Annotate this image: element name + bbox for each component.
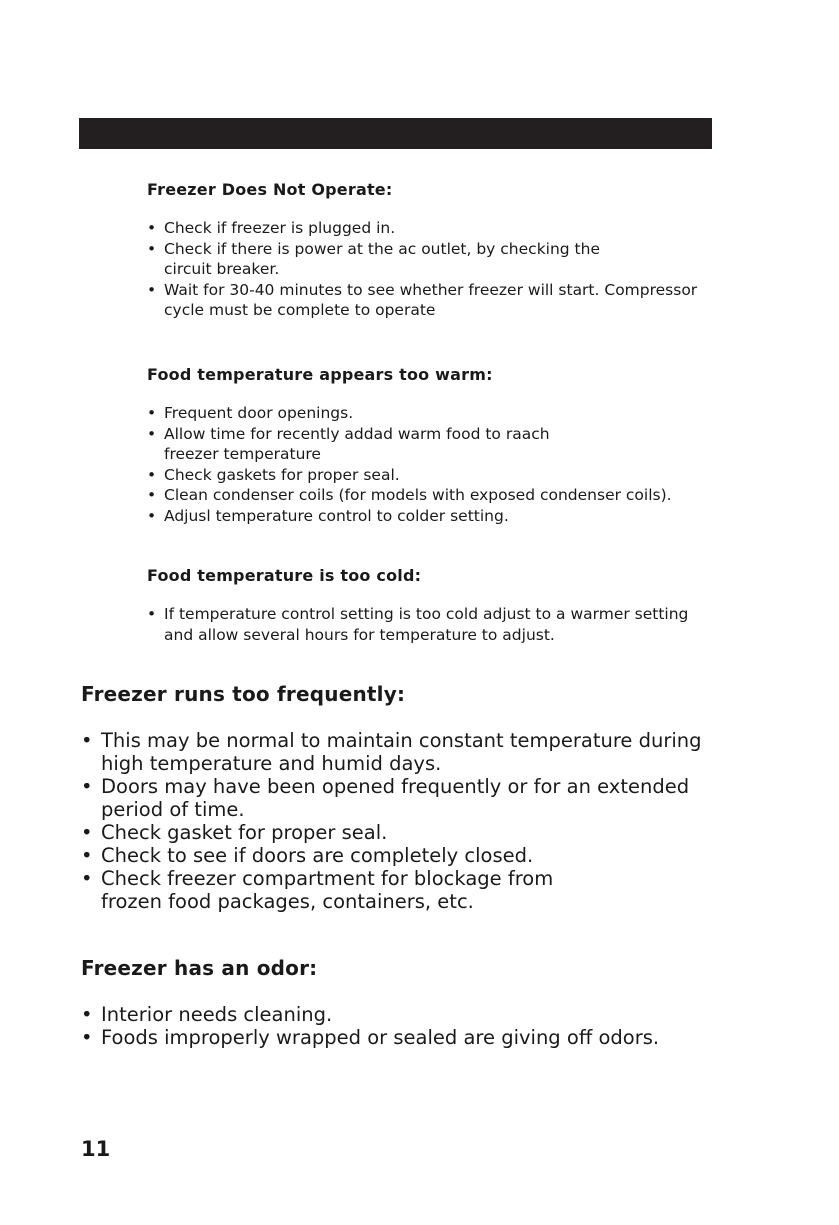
- list-item: [81, 844, 702, 867]
- list-item-line: Frequent door openings.: [164, 404, 354, 422]
- list-item-line: Check if freezer is plugged in.: [164, 219, 396, 237]
- list-item-line: Clean condenser coils (for models with exposed condenser coils).: [164, 486, 672, 504]
- list-item-line: Check gasket for proper seal.: [101, 821, 388, 844]
- bullet-list: [147, 403, 672, 526]
- bullet-icon: •: [147, 605, 157, 623]
- list-item-line: Interior needs cleaning.: [101, 1003, 333, 1026]
- list-item-line: frozen food packages, containers, etc.: [101, 890, 474, 913]
- bullet-icon: •: [147, 219, 157, 237]
- list-item-line: Check freezer compartment for blockage from: [101, 867, 554, 890]
- section-food-temperature-too-warm: [147, 365, 672, 526]
- bullet-icon: •: [147, 424, 157, 443]
- list-item: [81, 729, 702, 775]
- list-item: [147, 465, 672, 486]
- list-item: [81, 821, 702, 844]
- list-item: [81, 775, 702, 821]
- section-heading: Food temperature is too cold:: [147, 566, 422, 585]
- bullet-icon: •: [147, 239, 157, 258]
- list-item: [147, 280, 697, 321]
- section-freezer-has-odor: [81, 956, 659, 1049]
- list-item-line: This may be normal to maintain constant temperature during: [101, 729, 702, 752]
- list-item: [147, 604, 688, 645]
- bullet-icon: •: [147, 486, 157, 504]
- bullet-icon: •: [81, 729, 93, 752]
- bullet-icon: •: [147, 280, 157, 299]
- list-item: [147, 403, 672, 424]
- header-bar: [79, 118, 712, 149]
- list-item-line: Adjusl temperature control to colder setting.: [164, 506, 509, 525]
- bullet-icon: •: [147, 404, 157, 422]
- list-item-line: Foods improperly wrapped or sealed are giving off odors.: [101, 1026, 660, 1049]
- list-item-line: period of time.: [101, 798, 245, 821]
- list-item-line: cycle must be complete to operate: [164, 301, 436, 319]
- bullet-icon: •: [81, 775, 93, 798]
- list-item-line: Check gaskets for proper seal.: [164, 465, 400, 484]
- bullet-icon: •: [81, 844, 93, 867]
- bullet-icon: •: [81, 1026, 93, 1049]
- bullet-icon: •: [81, 1003, 93, 1026]
- list-item: [147, 485, 672, 506]
- list-item-line: Check to see if doors are completely closed.: [101, 844, 534, 867]
- bullet-list: [81, 729, 702, 913]
- section-heading: Freezer has an odor:: [81, 956, 318, 980]
- list-item: [81, 1026, 659, 1049]
- list-item: [147, 218, 697, 239]
- list-item-line: circuit breaker.: [164, 260, 280, 278]
- list-item-line: Allow time for recently addad warm food to raach: [164, 424, 550, 443]
- list-item: [147, 506, 672, 527]
- bullet-list: [147, 218, 697, 321]
- section-freezer-runs-too-frequently: [81, 682, 702, 913]
- list-item: [81, 1003, 659, 1026]
- section-freezer-does-not-operate: [147, 180, 697, 321]
- bullet-icon: •: [81, 821, 93, 844]
- list-item: [81, 867, 702, 913]
- bullet-icon: •: [147, 465, 157, 484]
- bullet-list: [81, 1003, 659, 1049]
- section-heading: Freezer runs too frequently:: [81, 682, 406, 706]
- list-item-line: freezer temperature: [164, 445, 321, 463]
- list-item: [147, 424, 672, 465]
- section-heading: Food temperature appears too warm:: [147, 365, 493, 384]
- list-item: [147, 239, 697, 280]
- section-heading: Freezer Does Not Operate:: [147, 180, 393, 199]
- page-number: 11: [81, 1137, 111, 1161]
- list-item-line: Wait for 30-40 minutes to see whether freezer will start. Compressor: [164, 280, 698, 299]
- bullet-list: [147, 604, 688, 645]
- bullet-icon: •: [147, 506, 157, 525]
- list-item-line: high temperature and humid days.: [101, 752, 442, 775]
- bullet-icon: •: [81, 867, 93, 890]
- list-item-line: Check if there is power at the ac outlet, by checking the: [164, 239, 600, 258]
- list-item-line: If temperature control setting is too cold adjust to a warmer setting: [164, 605, 689, 623]
- list-item-line: and allow several hours for temperature to adjust.: [164, 625, 555, 644]
- section-food-temperature-too-cold: [147, 566, 688, 645]
- list-item-line: Doors may have been opened frequently or for an extended: [101, 775, 690, 798]
